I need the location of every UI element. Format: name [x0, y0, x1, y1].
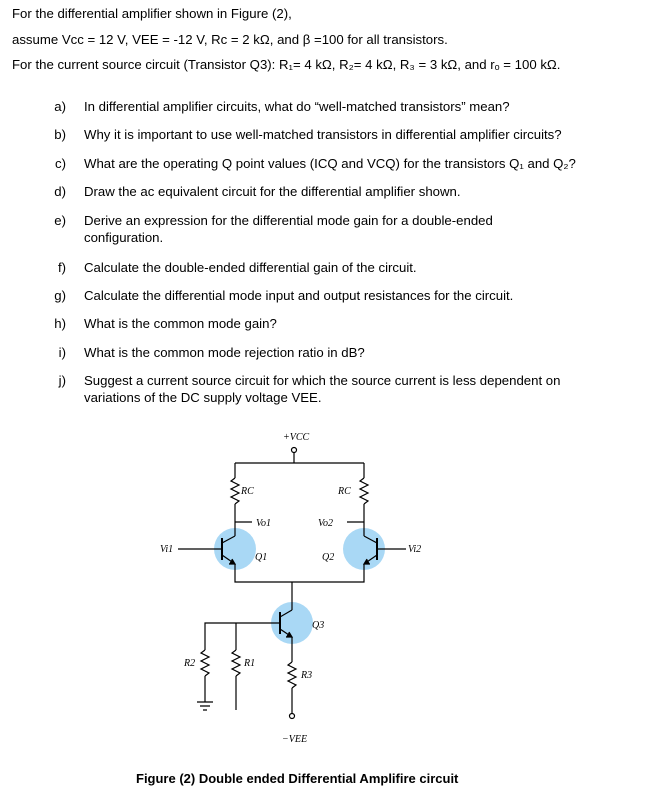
rc2-label: RC	[338, 486, 351, 497]
r2-label: R2	[184, 658, 196, 669]
intro-line-1: For the differential amplifier shown in Figure (2),	[12, 6, 292, 21]
vee-label: −VEE	[282, 734, 308, 745]
r1-label: R1	[244, 658, 256, 669]
vcc-terminal	[292, 448, 297, 453]
question-d-label: d)	[54, 184, 66, 199]
q2-label: Q2	[322, 552, 335, 563]
vcc-label: +VCC	[283, 432, 310, 443]
emitter-joint-wire	[235, 564, 364, 582]
r3-label: R3	[301, 670, 313, 681]
question-a-text: In differential amplifier circuits, what do “well-matched transistors” mean?	[84, 99, 510, 114]
q3-label: Q3	[312, 620, 325, 631]
question-c-label: c)	[55, 156, 66, 171]
question-g-text: Calculate the differential mode input and output resistances for the circuit.	[84, 288, 514, 303]
bias-top-wire	[205, 623, 236, 650]
question-b-text: Why it is important to use well-matched transistors in differential amplifier circuits?	[84, 127, 562, 142]
vo2-label: Vo2	[318, 518, 333, 529]
q1-label: Q1	[255, 552, 268, 563]
r1-resistor	[232, 650, 240, 676]
question-j-label: j)	[58, 373, 66, 388]
vee-terminal	[290, 714, 295, 719]
vi1-label: Vi1	[160, 544, 174, 555]
question-a-label: a)	[54, 99, 66, 114]
r2-resistor	[201, 650, 209, 676]
intro-line-3: For the current source circuit (Transistor Q3): R₁= 4 kΩ, R₂= 4 kΩ, R₃ = 3 kΩ, and rₒ = 100 kΩ.	[12, 57, 561, 72]
question-g-label: g)	[54, 288, 66, 303]
r3-resistor	[288, 662, 296, 688]
intro-line-2: assume Vcc = 12 V, VEE = -12 V, Rc = 2 kΩ, and β =100 for all transistors.	[12, 32, 448, 47]
question-f-text: Calculate the double-ended differential gain of the circuit.	[84, 260, 417, 275]
vo1-label: Vo1	[256, 518, 271, 529]
figure-caption: Figure (2) Double ended Differential Amplifire circuit	[136, 771, 459, 786]
question-i-label: i)	[58, 345, 66, 360]
question-d-text: Draw the ac equivalent circuit for the differential amplifier shown.	[84, 184, 461, 199]
question-h-text: What is the common mode gain?	[84, 316, 277, 331]
ground-symbol	[197, 702, 213, 710]
question-e-text-cont: configuration.	[84, 230, 164, 245]
vcc-wire	[235, 452, 364, 463]
question-f-label: f)	[57, 260, 66, 275]
rc1-resistor	[231, 478, 239, 504]
question-j-text: Suggest a current source circuit for which the source current is less dependent on	[84, 373, 561, 388]
question-e-text: Derive an expression for the differential mode gain for a double-ended	[84, 213, 493, 228]
question-e-label: e)	[54, 213, 66, 228]
question-c-text: What are the operating Q point values (ICQ and VCQ) for the transistors Q₁ and Q₂?	[84, 156, 576, 171]
vi2-label: Vi2	[408, 544, 422, 555]
question-j-text-cont: variations of the DC supply voltage VEE.	[84, 390, 322, 405]
rc2-resistor	[360, 478, 368, 504]
question-b-label: b)	[54, 127, 66, 142]
question-h-label: h)	[54, 316, 66, 331]
rc1-label: RC	[241, 486, 254, 497]
question-i-text: What is the common mode rejection ratio in dB?	[84, 345, 365, 360]
